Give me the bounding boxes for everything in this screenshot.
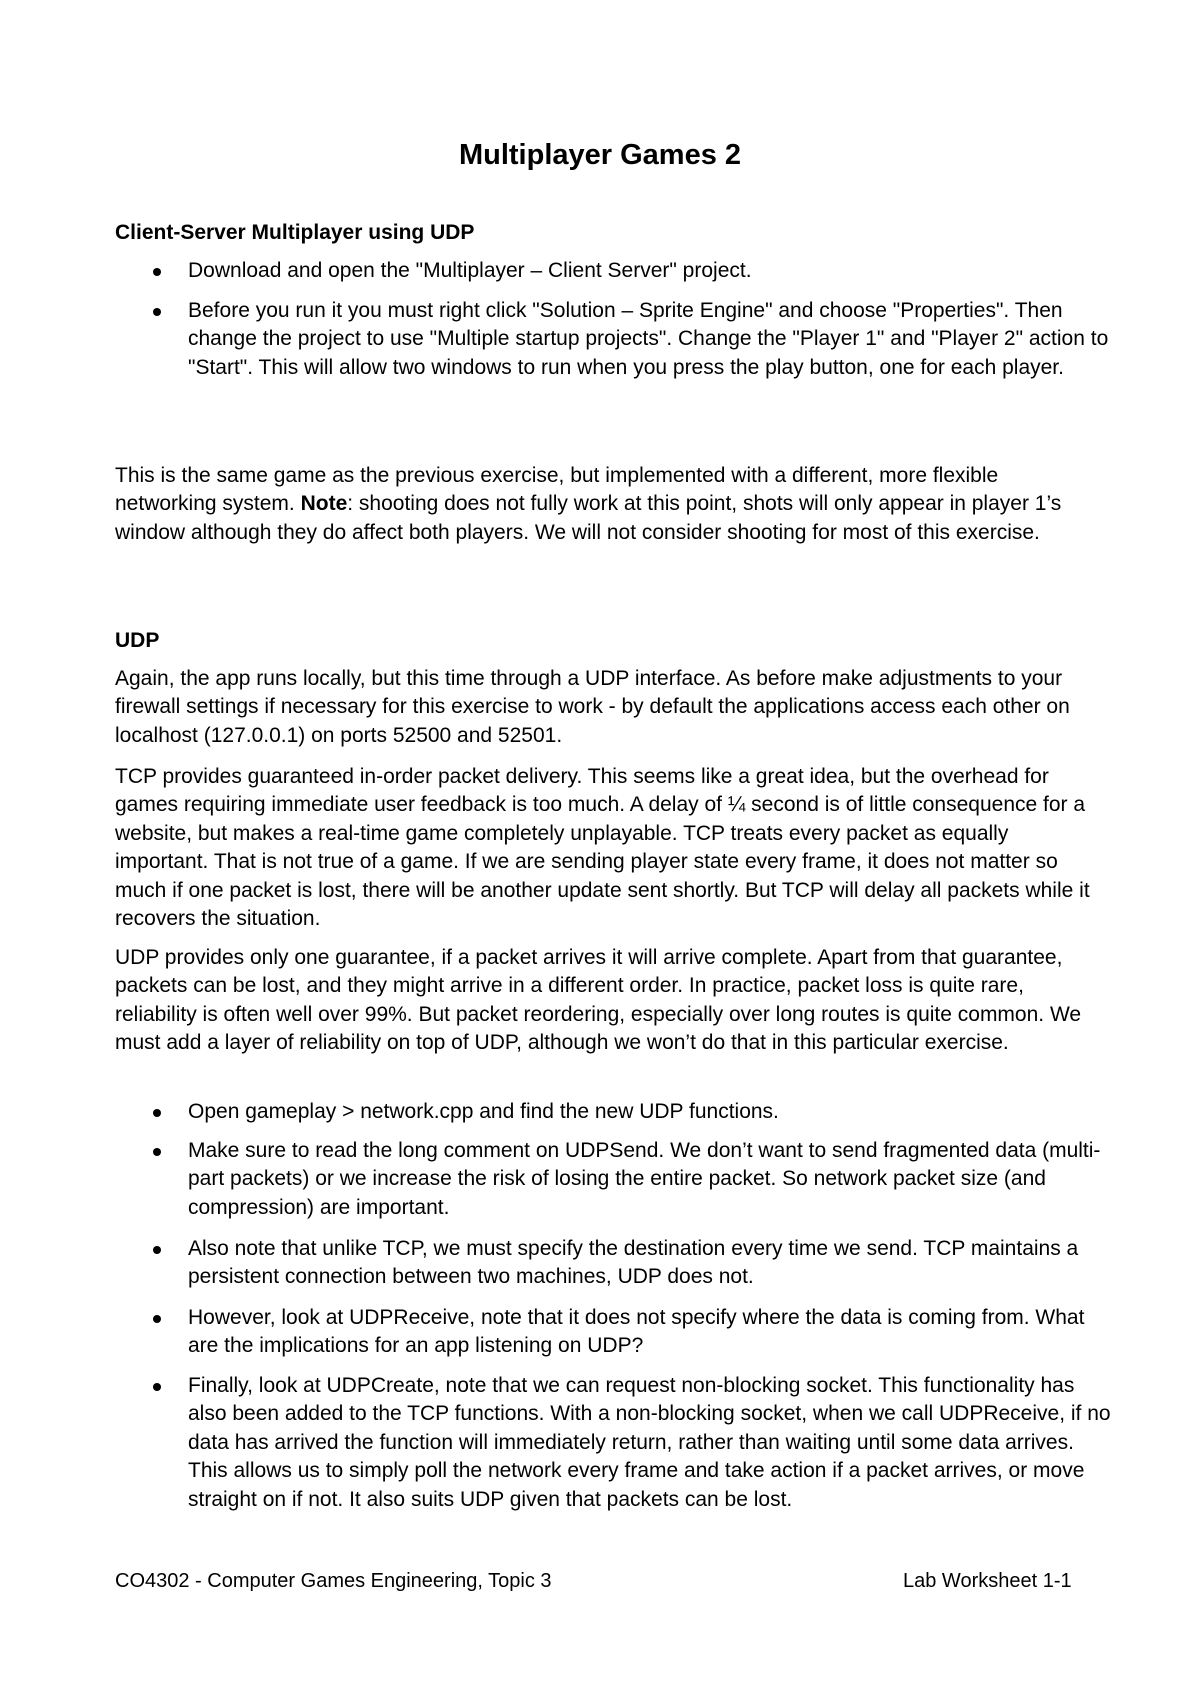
- bullet-icon: [153, 1383, 161, 1391]
- bullet-icon: [153, 1148, 161, 1156]
- note-text: : shooting does not fully work at this point, shots will only appear in player 1’s window although they do affect both players. We will not consider shooting for most of this exercise.: [115, 492, 1062, 544]
- intro-text: This is the same game as the previous exercise, but implemented with a different, more flexible networking system.: [115, 464, 999, 516]
- bullet-icon: [153, 1315, 161, 1323]
- list-item-text: Also note that unlike TCP, we must specify the destination every time we send. TCP maintains a persistent connection between two machines, UDP does not.: [188, 1237, 1079, 1289]
- footer-worksheet: Lab Worksheet 1-1: [903, 1570, 1072, 1592]
- list-item-text: However, look at UDPReceive, note that it does not specify where the data is coming from. What are the implications for an app listening on UDP?: [188, 1306, 1085, 1358]
- bullet-icon: [153, 1109, 161, 1117]
- list-item-text: Before you run it you must right click "Solution – Sprite Engine" and choose "Properties". Then change the project to use "Multiple startup projects". Change the "Player 1" and "Player 2" action to "Start". This will allow two windows to run when you press the play button, one for each player.: [188, 299, 1109, 379]
- list-item: [149, 257, 1089, 287]
- section-heading-client-server: Client-Server Multiplayer using UDP: [115, 221, 475, 244]
- list-item-text: Download and open the "Multiplayer – Client Server" project.: [188, 259, 752, 282]
- bullet-icon: [153, 308, 161, 316]
- bullet-icon: [153, 268, 161, 276]
- list-item: [149, 1372, 1111, 1544]
- list-item-text: Finally, look at UDPCreate, note that we can request non-blocking socket. This functionality has also been added to the TCP functions. With a non-blocking socket, when we call UDPReceive, if no data has arrived the function will immediately return, rather than waiting until some data arrives. This allows us to simply poll the network every frame and take action if a packet arrives, or move straight on if not. It also suits UDP given that packets can be lost.: [188, 1374, 1111, 1511]
- paragraph: UDP provides only one guarantee, if a packet arrives it will arrive complete. Apart from that guarantee, packets can be lost, and they might arrive in a different order. In practice, packet loss is quite rare, reliability is often well over 99%. But packet reordering, especially over long routes is quite common. We must add a layer of reliability on top of UDP, although we won’t do that in this particular exercise.: [115, 946, 1082, 1055]
- list-item-text: Make sure to read the long comment on UDPSend. We don’t want to send fragmented data (multi-part packets) or we increase the risk of losing the entire packet. So network packet size (and compression) are important.: [188, 1139, 1101, 1219]
- section-heading-udp: UDP: [115, 629, 160, 652]
- footer-course: CO4302 - Computer Games Engineering, Topic 3: [115, 1570, 552, 1592]
- page-title: Multiplayer Games 2: [458, 139, 742, 171]
- intro-paragraph: [115, 462, 1105, 547]
- list-item: [149, 1137, 1101, 1223]
- list-item: [149, 1235, 1089, 1293]
- list-item: [149, 1304, 1089, 1362]
- paragraph: Again, the app runs locally, but this time through a UDP interface. As before make adjustments to your firewall settings if necessary for this exercise to work - by default the applications access each other on localhost (127.0.0.1) on ports 52500 and 52501.: [115, 667, 1070, 747]
- list-item-text: Open gameplay > network.cpp and find the new UDP functions.: [188, 1100, 779, 1123]
- bullet-icon: [153, 1246, 161, 1254]
- list-item: [149, 1098, 1089, 1128]
- paragraph: TCP provides guaranteed in-order packet delivery. This seems like a great idea, but the overhead for games requiring immediate user feedback is too much. A delay of ¼ second is of little consequence for a website, but makes a real-time game completely unplayable. TCP treats every packet as equally important. That is not true of a game. If we are sending player state every frame, it does not matter so much if one packet is lost, there will be another update sent shortly. But TCP will delay all packets while it recovers the situation.: [115, 765, 1090, 931]
- note-label: Note: [300, 492, 348, 516]
- list-item: [149, 297, 1109, 412]
